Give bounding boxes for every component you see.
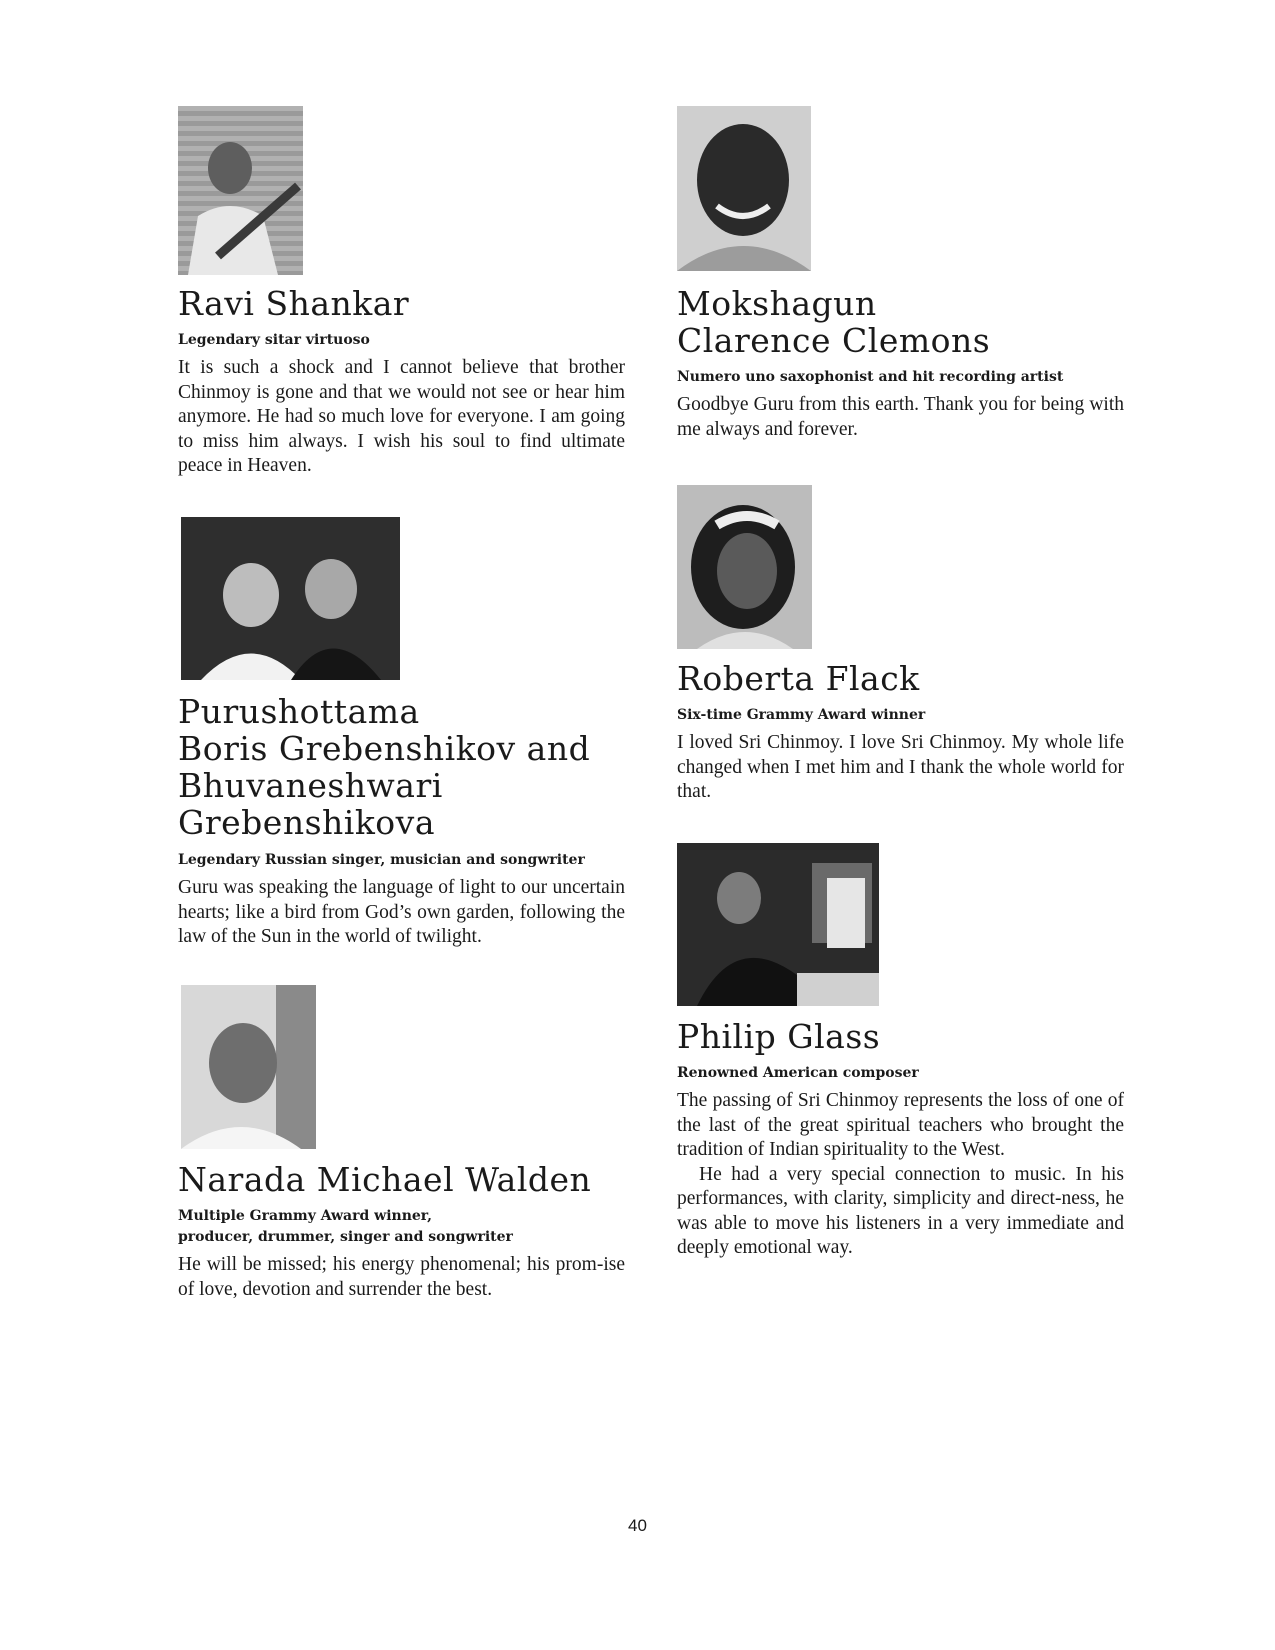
tribute-quote bbox=[178, 876, 625, 950]
quote-paragraph: Guru was speaking the language of light to our uncertain hearts; like a bird from God’s own garden, following the law of the Sun in the world of twilight. bbox=[178, 877, 625, 947]
quote-paragraph: The passing of Sri Chinmoy represents the loss of one of the last of the great spiritual teachers who brought the tradition of Indian spirituality to the West. bbox=[677, 1090, 1124, 1160]
tribute-quote bbox=[178, 1253, 625, 1302]
tribute-entry-philip-glass bbox=[677, 843, 1147, 1261]
person-role-line: Renowned American composer bbox=[677, 1065, 919, 1081]
person-role-line: Multiple Grammy Award winner, bbox=[178, 1208, 433, 1224]
person-role-line: Six-time Grammy Award winner bbox=[677, 707, 926, 723]
person-name bbox=[677, 285, 1147, 359]
person-role bbox=[677, 1063, 1147, 1084]
quote-paragraph: I loved Sri Chinmoy. I love Sri Chinmoy. My whole life changed when I met him and I thank the whole world for that. bbox=[677, 732, 1124, 802]
quote-paragraph: He will be missed; his energy phenomenal; his prom-ise of love, devotion and surrender the best. bbox=[178, 1254, 625, 1300]
quote-paragraph: It is such a shock and I cannot believe that brother Chinmoy is gone and that we would not see or hear him anymore. He had so much love for everyone. I am going to miss him always. I wish his soul to find ultimate peace in Heaven. bbox=[178, 357, 625, 476]
person-name bbox=[677, 660, 1147, 697]
tribute-quote bbox=[178, 356, 625, 479]
person-role bbox=[178, 850, 648, 871]
person-name bbox=[178, 285, 648, 322]
portrait-photo-ravi-shankar bbox=[178, 106, 303, 275]
person-name-line: Philip Glass bbox=[677, 1017, 881, 1056]
tribute-entry-clarence-clemons bbox=[677, 106, 1147, 442]
person-role bbox=[178, 330, 648, 351]
tribute-quote bbox=[677, 731, 1124, 805]
person-role bbox=[677, 705, 1147, 726]
person-name-line: Grebenshikova bbox=[178, 803, 435, 842]
person-name-line: Purushottama bbox=[178, 692, 420, 731]
portrait-photo-roberta-flack bbox=[677, 485, 812, 649]
portrait-photo-philip-glass bbox=[677, 843, 879, 1006]
person-role-line: Legendary sitar virtuoso bbox=[178, 332, 370, 348]
portrait-photo-clarence-clemons bbox=[677, 106, 811, 271]
person-role-line: producer, drummer, singer and songwriter bbox=[178, 1229, 513, 1245]
person-name-line: Boris Grebenshikov and bbox=[178, 729, 591, 768]
person-name bbox=[677, 1018, 1147, 1055]
person-role bbox=[677, 367, 1147, 388]
person-name-line: Narada Michael Walden bbox=[178, 1160, 592, 1199]
person-name-line: Bhuvaneshwari bbox=[178, 766, 443, 805]
tribute-quote bbox=[677, 393, 1124, 442]
portrait-photo-narada-michael-walden bbox=[181, 985, 316, 1149]
person-name bbox=[178, 693, 648, 841]
person-role-line: Numero uno saxophonist and hit recording artist bbox=[677, 369, 1064, 385]
person-name-line: Roberta Flack bbox=[677, 659, 920, 698]
person-role-line: Legendary Russian singer, musician and songwriter bbox=[178, 852, 585, 868]
page-number: 40 bbox=[628, 1516, 647, 1535]
person-role bbox=[178, 1206, 648, 1248]
portrait-photo-grebenshikov bbox=[181, 517, 400, 680]
quote-paragraph: He had a very special connection to music. In his performances, with clarity, simplicity and direct-ness, he was able to move his listeners in a very immediate and deeply emotional way. bbox=[677, 1163, 1124, 1258]
person-name bbox=[178, 1161, 648, 1198]
person-name-line: Clarence Clemons bbox=[677, 321, 991, 360]
person-name-line: Ravi Shankar bbox=[178, 284, 410, 323]
tribute-entry-narada-michael-walden bbox=[178, 985, 648, 1302]
tribute-quote bbox=[677, 1089, 1124, 1261]
tribute-entry-boris-grebenshikov bbox=[178, 517, 648, 950]
tribute-entry-roberta-flack bbox=[677, 485, 1147, 805]
person-name-line: Mokshagun bbox=[677, 284, 877, 323]
quote-paragraph: Goodbye Guru from this earth. Thank you for being with me always and forever. bbox=[677, 394, 1124, 440]
tribute-entry-ravi-shankar bbox=[178, 106, 648, 479]
